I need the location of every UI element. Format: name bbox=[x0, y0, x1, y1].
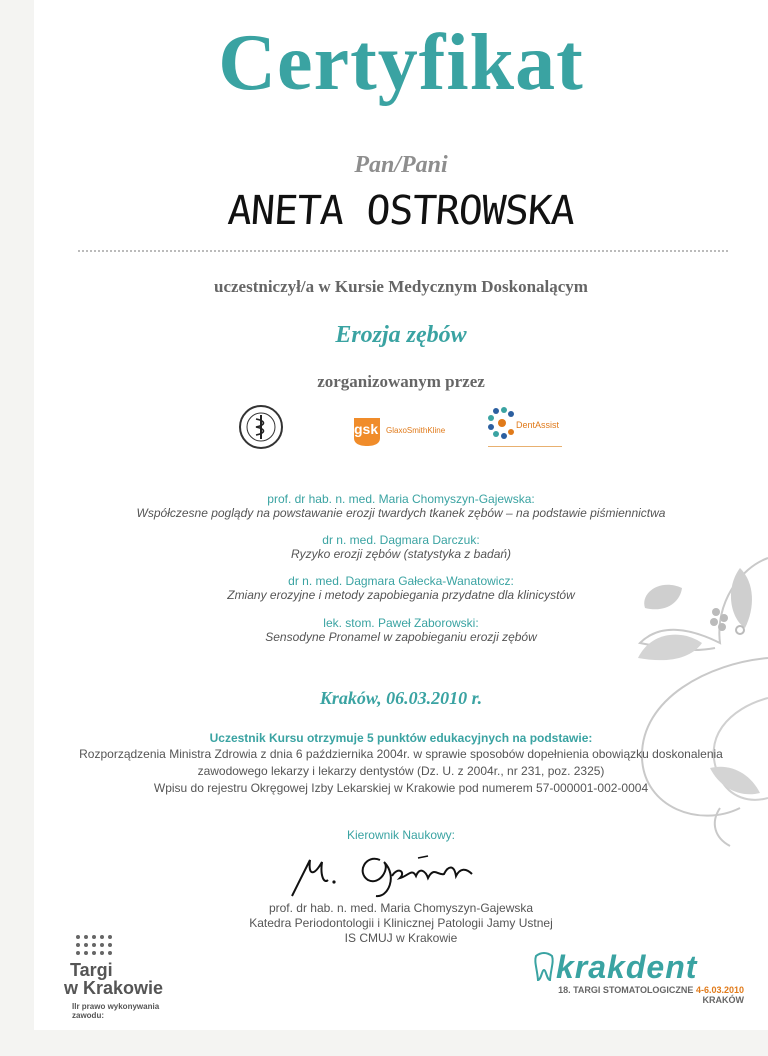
supervisor-name: prof. dr hab. n. med. Maria Chomyszyn-Gajewska bbox=[268, 901, 534, 915]
salutation: Pan/Pani bbox=[354, 152, 448, 178]
krakdent-wordmark: krakdent bbox=[556, 949, 698, 985]
dentassist-underline bbox=[488, 446, 562, 447]
organized-by-text: zorganizowanym przez bbox=[317, 372, 485, 391]
name-dotted-line bbox=[78, 250, 728, 252]
lecturer-2: dr n. med. Dagmara Darczuk: bbox=[322, 533, 480, 547]
dentassist-dots-icon bbox=[486, 406, 520, 440]
lecture-topic-1: Współczesne poglądy na powstawanie erozji twardych tkanek zębów – na podstawie piśmiennictwa bbox=[136, 506, 666, 520]
signature-icon bbox=[288, 846, 508, 902]
supervisor-label: Kierownik Naukowy: bbox=[346, 828, 456, 842]
targi-dots-icon bbox=[74, 934, 118, 958]
participation-text: uczestniczył/a w Kursie Medycznym Doskonalącym bbox=[214, 277, 588, 296]
legal-line-2: zawodowego lekarzy i lekarzy dentystów (Dz. U. z 2004r., nr 231, poz. 2325) bbox=[197, 764, 605, 778]
supervisor-institution: IS CMUJ w Krakowie bbox=[344, 931, 458, 945]
scan-border-bottom bbox=[0, 1030, 768, 1056]
dentassist-logo bbox=[486, 406, 566, 452]
gsk-name: GlaxoSmithKline bbox=[386, 426, 446, 435]
medical-chamber-seal-icon bbox=[238, 404, 284, 450]
krakdent-tagline-dates: 4-6.03.2010 bbox=[695, 985, 744, 995]
lecturer-3: dr n. med. Dagmara Gałecka-Wanatowicz: bbox=[288, 574, 514, 588]
legal-line-3: Wpisu do rejestru Okręgowej Izby Lekarskiej w Krakowie pod numerem 57-000001-002-0004 bbox=[153, 781, 649, 795]
lecture-topic-3: Zmiany erozyjne i metody zapobiegania przydatne dla klinicystów bbox=[227, 588, 575, 602]
krakdent-tagline bbox=[534, 985, 744, 1005]
lecturer-1: prof. dr hab. n. med. Maria Chomyszyn-Gajewska: bbox=[267, 492, 535, 506]
targi-w-krakowie-logo bbox=[64, 934, 184, 1020]
lecture-topic-4: Sensodyne Pronamel w zapobieganiu erozji zębów bbox=[265, 630, 537, 644]
legal-line-1: Rozporządzenia Ministra Zdrowia z dnia 6 października 2004r. w sprawie sposobów dopełnienia obowiązku doskonalenia bbox=[79, 747, 723, 761]
targi-title: Targi bbox=[70, 960, 113, 980]
place-date: Kraków, 06.03.2010 r. bbox=[319, 688, 483, 708]
course-title: Erozja zębów bbox=[335, 322, 467, 348]
participant-name: ANETA OSTROWSKA bbox=[226, 188, 576, 234]
krakdent-tagline-prefix: 18. TARGI STOMATOLOGICZNE bbox=[558, 985, 694, 995]
points-heading: Uczestnik Kursu otrzymuje 5 punktów edukacyjnych na podstawie: bbox=[209, 731, 593, 745]
lecture-topic-2: Ryzyko erozji zębów (statystyka z badań) bbox=[290, 547, 512, 561]
scan-border-left bbox=[0, 0, 34, 1056]
gsk-mark-text: gsk bbox=[354, 421, 379, 437]
krakdent-tagline-city: KRAKÓW bbox=[702, 995, 744, 1005]
certificate-title: Certyfikat bbox=[218, 19, 584, 107]
targi-note: Ilr prawo wykonywania zawodu: bbox=[72, 1002, 160, 1020]
dentassist-name: DentAssist bbox=[516, 420, 560, 430]
lecturer-4: lek. stom. Paweł Zaborowski: bbox=[323, 616, 479, 630]
targi-subtitle: w Krakowie bbox=[64, 978, 164, 998]
supervisor-department: Katedra Periodontologii i Klinicznej Patologii Jamy Ustnej bbox=[249, 916, 553, 930]
gsk-logo bbox=[350, 414, 450, 448]
tooth-icon bbox=[533, 952, 555, 982]
